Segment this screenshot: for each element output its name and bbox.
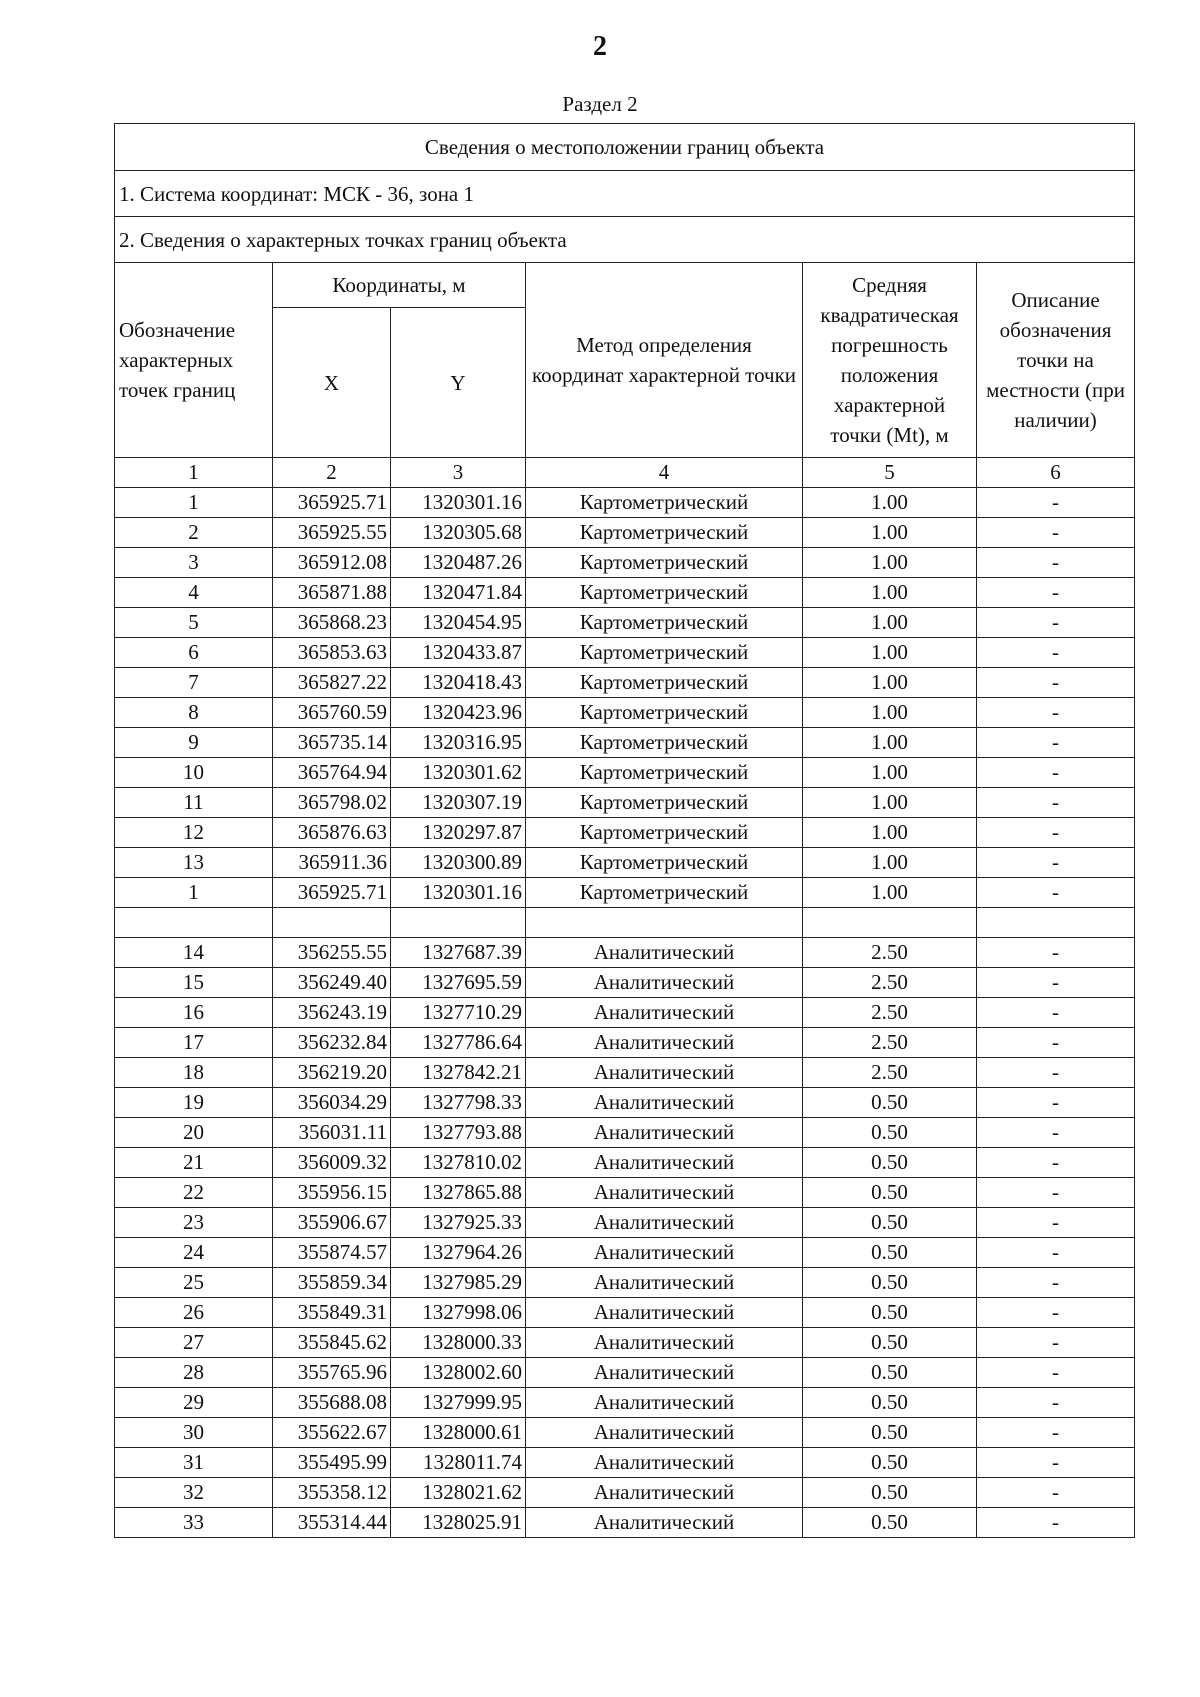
boundary-points-table <box>114 123 1135 1538</box>
column-number: 1 <box>115 458 273 488</box>
y-coordinate-cell: 1328025.91 <box>391 1508 526 1538</box>
point-id-cell: 26 <box>115 1298 273 1328</box>
y-coordinate-cell: 1327964.26 <box>391 1238 526 1268</box>
column-number: 5 <box>803 458 977 488</box>
x-coordinate-cell: 365925.71 <box>273 878 391 908</box>
table-row <box>115 1298 1135 1328</box>
table-row <box>115 728 1135 758</box>
x-coordinate-cell <box>273 908 391 938</box>
error-cell: 2.50 <box>803 938 977 968</box>
table-row <box>115 1208 1135 1238</box>
method-cell: Картометрический <box>526 878 803 908</box>
description-cell <box>977 908 1135 938</box>
x-coordinate-cell: 356009.32 <box>273 1148 391 1178</box>
section-label: Раздел 2 <box>562 92 638 116</box>
point-id-cell: 30 <box>115 1418 273 1448</box>
method-cell: Аналитический <box>526 1508 803 1538</box>
method-cell: Картометрический <box>526 848 803 878</box>
x-coordinate-cell: 356232.84 <box>273 1028 391 1058</box>
table-row <box>115 848 1135 878</box>
error-cell: 1.00 <box>803 548 977 578</box>
point-id-cell: 33 <box>115 1508 273 1538</box>
y-coordinate-cell: 1328000.61 <box>391 1418 526 1448</box>
description-cell: - <box>977 818 1135 848</box>
point-id-cell: 21 <box>115 1148 273 1178</box>
table-row <box>115 1028 1135 1058</box>
error-cell: 0.50 <box>803 1418 977 1448</box>
method-cell: Аналитический <box>526 1028 803 1058</box>
method-cell: Картометрический <box>526 638 803 668</box>
description-cell: - <box>977 998 1135 1028</box>
description-cell: - <box>977 848 1135 878</box>
error-cell: 1.00 <box>803 818 977 848</box>
point-id-cell: 22 <box>115 1178 273 1208</box>
table-title: Сведения о местоположении границ объекта <box>115 124 1135 171</box>
point-id-cell: 24 <box>115 1238 273 1268</box>
description-cell: - <box>977 518 1135 548</box>
y-coordinate-cell: 1320305.68 <box>391 518 526 548</box>
table-row <box>115 908 1135 938</box>
y-coordinate-cell: 1320301.62 <box>391 758 526 788</box>
table-row <box>115 1358 1135 1388</box>
x-coordinate-cell: 365925.55 <box>273 518 391 548</box>
method-cell: Аналитический <box>526 1328 803 1358</box>
x-coordinate-cell: 355845.62 <box>273 1328 391 1358</box>
point-id-cell: 3 <box>115 548 273 578</box>
x-coordinate-cell: 355874.57 <box>273 1238 391 1268</box>
y-coordinate-cell: 1327810.02 <box>391 1148 526 1178</box>
y-coordinate-cell: 1328021.62 <box>391 1478 526 1508</box>
column-number: 2 <box>273 458 391 488</box>
y-coordinate-cell: 1320307.19 <box>391 788 526 818</box>
y-coordinate-cell: 1320316.95 <box>391 728 526 758</box>
table-row <box>115 1388 1135 1418</box>
y-coordinate-cell: 1327925.33 <box>391 1208 526 1238</box>
error-cell: 1.00 <box>803 788 977 818</box>
point-id-cell: 20 <box>115 1118 273 1148</box>
y-coordinate-cell: 1328011.74 <box>391 1448 526 1478</box>
description-cell: - <box>977 698 1135 728</box>
x-coordinate-cell: 355765.96 <box>273 1358 391 1388</box>
error-cell <box>803 908 977 938</box>
method-cell: Аналитический <box>526 1058 803 1088</box>
point-id-cell: 32 <box>115 1478 273 1508</box>
x-coordinate-cell: 365827.22 <box>273 668 391 698</box>
error-cell: 0.50 <box>803 1478 977 1508</box>
description-cell: - <box>977 578 1135 608</box>
x-coordinate-cell: 365764.94 <box>273 758 391 788</box>
error-cell: 1.00 <box>803 608 977 638</box>
table-row <box>115 1238 1135 1268</box>
method-cell: Аналитический <box>526 1298 803 1328</box>
error-cell: 0.50 <box>803 1448 977 1478</box>
y-coordinate-cell: 1327687.39 <box>391 938 526 968</box>
description-cell: - <box>977 1238 1135 1268</box>
point-id-cell: 29 <box>115 1388 273 1418</box>
method-cell: Картометрический <box>526 818 803 848</box>
error-cell: 2.50 <box>803 1028 977 1058</box>
x-coordinate-cell: 365735.14 <box>273 728 391 758</box>
description-cell: - <box>977 1208 1135 1238</box>
table-row <box>115 1178 1135 1208</box>
point-id-cell: 19 <box>115 1088 273 1118</box>
error-cell: 1.00 <box>803 848 977 878</box>
description-cell: - <box>977 1028 1135 1058</box>
x-coordinate-cell: 365876.63 <box>273 818 391 848</box>
method-cell: Картометрический <box>526 548 803 578</box>
method-cell: Аналитический <box>526 968 803 998</box>
method-cell: Аналитический <box>526 1148 803 1178</box>
point-id-cell: 14 <box>115 938 273 968</box>
description-cell: - <box>977 1418 1135 1448</box>
table-row <box>115 698 1135 728</box>
y-coordinate-cell: 1320423.96 <box>391 698 526 728</box>
table-row <box>115 878 1135 908</box>
error-cell: 0.50 <box>803 1328 977 1358</box>
description-cell: - <box>977 968 1135 998</box>
error-cell: 0.50 <box>803 1238 977 1268</box>
column-number: 3 <box>391 458 526 488</box>
y-coordinate-cell: 1327999.95 <box>391 1388 526 1418</box>
description-cell: - <box>977 1478 1135 1508</box>
error-cell: 0.50 <box>803 1508 977 1538</box>
point-id-cell: 6 <box>115 638 273 668</box>
x-coordinate-cell: 356249.40 <box>273 968 391 998</box>
table-row <box>115 608 1135 638</box>
y-coordinate-cell: 1320454.95 <box>391 608 526 638</box>
y-coordinate-cell: 1320301.16 <box>391 878 526 908</box>
table-row <box>115 1058 1135 1088</box>
column-number: 4 <box>526 458 803 488</box>
method-cell: Картометрический <box>526 698 803 728</box>
point-id-cell: 1 <box>115 488 273 518</box>
table-row <box>115 1328 1135 1358</box>
error-cell: 0.50 <box>803 1208 977 1238</box>
point-id-cell: 15 <box>115 968 273 998</box>
x-coordinate-cell: 365798.02 <box>273 788 391 818</box>
point-id-cell: 5 <box>115 608 273 638</box>
point-id-cell: 31 <box>115 1448 273 1478</box>
point-id-cell: 7 <box>115 668 273 698</box>
description-cell: - <box>977 1448 1135 1478</box>
error-cell: 2.50 <box>803 968 977 998</box>
point-id-cell: 2 <box>115 518 273 548</box>
y-coordinate-cell: 1320301.16 <box>391 488 526 518</box>
point-id-cell: 18 <box>115 1058 273 1088</box>
point-id-cell: 11 <box>115 788 273 818</box>
point-id-cell: 9 <box>115 728 273 758</box>
y-coordinate-cell: 1320433.87 <box>391 638 526 668</box>
table-row <box>115 1148 1135 1178</box>
header-coordinates: Координаты, м <box>273 263 526 308</box>
point-id-cell: 12 <box>115 818 273 848</box>
page-number: 2 <box>593 31 607 62</box>
point-id-cell: 8 <box>115 698 273 728</box>
error-cell: 2.50 <box>803 998 977 1028</box>
description-cell: - <box>977 1298 1135 1328</box>
table-row <box>115 518 1135 548</box>
point-id-cell: 25 <box>115 1268 273 1298</box>
header-method: Метод определения координат характерной точки <box>526 263 803 458</box>
error-cell: 0.50 <box>803 1178 977 1208</box>
error-cell: 0.50 <box>803 1298 977 1328</box>
method-cell <box>526 908 803 938</box>
table-row <box>115 1268 1135 1298</box>
table-row <box>115 1478 1135 1508</box>
x-coordinate-cell: 365760.59 <box>273 698 391 728</box>
description-cell: - <box>977 938 1135 968</box>
table-row <box>115 668 1135 698</box>
point-id-cell: 13 <box>115 848 273 878</box>
y-coordinate-cell: 1320300.89 <box>391 848 526 878</box>
x-coordinate-cell: 355849.31 <box>273 1298 391 1328</box>
method-cell: Аналитический <box>526 1238 803 1268</box>
error-cell: 1.00 <box>803 578 977 608</box>
x-coordinate-cell: 355688.08 <box>273 1388 391 1418</box>
x-coordinate-cell: 355956.15 <box>273 1178 391 1208</box>
error-cell: 1.00 <box>803 878 977 908</box>
description-cell: - <box>977 1358 1135 1388</box>
y-coordinate-cell: 1327786.64 <box>391 1028 526 1058</box>
method-cell: Аналитический <box>526 1448 803 1478</box>
table-row <box>115 1118 1135 1148</box>
error-cell: 2.50 <box>803 1058 977 1088</box>
x-coordinate-cell: 365853.63 <box>273 638 391 668</box>
y-coordinate-cell: 1327710.29 <box>391 998 526 1028</box>
method-cell: Аналитический <box>526 1178 803 1208</box>
table-row <box>115 638 1135 668</box>
y-coordinate-cell: 1327793.88 <box>391 1118 526 1148</box>
header-x: X <box>273 308 391 458</box>
description-cell: - <box>977 788 1135 818</box>
x-coordinate-cell: 356219.20 <box>273 1058 391 1088</box>
header-y: Y <box>391 308 526 458</box>
method-cell: Аналитический <box>526 1268 803 1298</box>
description-cell: - <box>977 1088 1135 1118</box>
y-coordinate-cell: 1320487.26 <box>391 548 526 578</box>
point-id-cell: 4 <box>115 578 273 608</box>
description-cell: - <box>977 1388 1135 1418</box>
description-cell: - <box>977 728 1135 758</box>
table-row <box>115 818 1135 848</box>
column-number-row <box>115 458 1135 488</box>
method-cell: Аналитический <box>526 1478 803 1508</box>
method-cell: Картометрический <box>526 788 803 818</box>
method-cell: Аналитический <box>526 1118 803 1148</box>
point-id-cell <box>115 908 273 938</box>
x-coordinate-cell: 356255.55 <box>273 938 391 968</box>
description-cell: - <box>977 1268 1135 1298</box>
y-coordinate-cell: 1327865.88 <box>391 1178 526 1208</box>
error-cell: 1.00 <box>803 638 977 668</box>
y-coordinate-cell: 1327842.21 <box>391 1058 526 1088</box>
x-coordinate-cell: 355622.67 <box>273 1418 391 1448</box>
table-row <box>115 1508 1135 1538</box>
method-cell: Аналитический <box>526 1418 803 1448</box>
x-coordinate-cell: 355314.44 <box>273 1508 391 1538</box>
table-body <box>115 488 1135 1538</box>
table-row <box>115 758 1135 788</box>
point-id-cell: 27 <box>115 1328 273 1358</box>
method-cell: Аналитический <box>526 1358 803 1388</box>
error-cell: 0.50 <box>803 1268 977 1298</box>
table-row <box>115 488 1135 518</box>
error-cell: 1.00 <box>803 758 977 788</box>
y-coordinate-cell: 1327695.59 <box>391 968 526 998</box>
error-cell: 1.00 <box>803 488 977 518</box>
description-cell: - <box>977 1178 1135 1208</box>
description-cell: - <box>977 488 1135 518</box>
description-cell: - <box>977 548 1135 578</box>
method-cell: Аналитический <box>526 1388 803 1418</box>
y-coordinate-cell <box>391 908 526 938</box>
y-coordinate-cell: 1320471.84 <box>391 578 526 608</box>
coordinate-system: 1. Система координат: МСК - 36, зона 1 <box>115 171 1135 217</box>
table-row <box>115 548 1135 578</box>
x-coordinate-cell: 356243.19 <box>273 998 391 1028</box>
error-cell: 1.00 <box>803 668 977 698</box>
y-coordinate-cell: 1328000.33 <box>391 1328 526 1358</box>
method-cell: Картометрический <box>526 758 803 788</box>
table-row <box>115 1418 1135 1448</box>
x-coordinate-cell: 365925.71 <box>273 488 391 518</box>
error-cell: 0.50 <box>803 1388 977 1418</box>
y-coordinate-cell: 1327985.29 <box>391 1268 526 1298</box>
description-cell: - <box>977 878 1135 908</box>
table-row <box>115 998 1135 1028</box>
point-id-cell: 28 <box>115 1358 273 1388</box>
error-cell: 0.50 <box>803 1148 977 1178</box>
point-id-cell: 16 <box>115 998 273 1028</box>
x-coordinate-cell: 355358.12 <box>273 1478 391 1508</box>
description-cell: - <box>977 1118 1135 1148</box>
y-coordinate-cell: 1320297.87 <box>391 818 526 848</box>
x-coordinate-cell: 356034.29 <box>273 1088 391 1118</box>
description-cell: - <box>977 668 1135 698</box>
method-cell: Картометрический <box>526 578 803 608</box>
table-row <box>115 938 1135 968</box>
x-coordinate-cell: 355859.34 <box>273 1268 391 1298</box>
y-coordinate-cell: 1320418.43 <box>391 668 526 698</box>
description-cell: - <box>977 1058 1135 1088</box>
description-cell: - <box>977 758 1135 788</box>
x-coordinate-cell: 355495.99 <box>273 1448 391 1478</box>
y-coordinate-cell: 1328002.60 <box>391 1358 526 1388</box>
header-error: Средняя квадратическая погрешность положения характерной точки (Mt), м <box>803 263 977 458</box>
table-row <box>115 1448 1135 1478</box>
description-cell: - <box>977 1508 1135 1538</box>
header-designation: Обозначение характерных точек границ <box>115 263 273 458</box>
column-number: 6 <box>977 458 1135 488</box>
table-row <box>115 968 1135 998</box>
description-cell: - <box>977 638 1135 668</box>
table-row <box>115 1088 1135 1118</box>
x-coordinate-cell: 356031.11 <box>273 1118 391 1148</box>
method-cell: Аналитический <box>526 1208 803 1238</box>
error-cell: 1.00 <box>803 518 977 548</box>
x-coordinate-cell: 355906.67 <box>273 1208 391 1238</box>
method-cell: Картометрический <box>526 518 803 548</box>
point-id-cell: 10 <box>115 758 273 788</box>
method-cell: Картометрический <box>526 608 803 638</box>
table-row <box>115 788 1135 818</box>
y-coordinate-cell: 1327798.33 <box>391 1088 526 1118</box>
x-coordinate-cell: 365871.88 <box>273 578 391 608</box>
description-cell: - <box>977 608 1135 638</box>
error-cell: 1.00 <box>803 728 977 758</box>
x-coordinate-cell: 365912.08 <box>273 548 391 578</box>
method-cell: Картометрический <box>526 488 803 518</box>
x-coordinate-cell: 365868.23 <box>273 608 391 638</box>
point-id-cell: 1 <box>115 878 273 908</box>
x-coordinate-cell: 365911.36 <box>273 848 391 878</box>
method-cell: Картометрический <box>526 728 803 758</box>
method-cell: Аналитический <box>526 998 803 1028</box>
table-row <box>115 578 1135 608</box>
error-cell: 0.50 <box>803 1118 977 1148</box>
error-cell: 0.50 <box>803 1358 977 1388</box>
header-description: Описание обозначения точки на местности (при наличии) <box>977 263 1135 458</box>
method-cell: Аналитический <box>526 938 803 968</box>
error-cell: 0.50 <box>803 1088 977 1118</box>
method-cell: Картометрический <box>526 668 803 698</box>
point-id-cell: 23 <box>115 1208 273 1238</box>
description-cell: - <box>977 1148 1135 1178</box>
point-id-cell: 17 <box>115 1028 273 1058</box>
method-cell: Аналитический <box>526 1088 803 1118</box>
description-cell: - <box>977 1328 1135 1358</box>
error-cell: 1.00 <box>803 698 977 728</box>
y-coordinate-cell: 1327998.06 <box>391 1298 526 1328</box>
points-section-title: 2. Сведения о характерных точках границ объекта <box>115 217 1135 263</box>
